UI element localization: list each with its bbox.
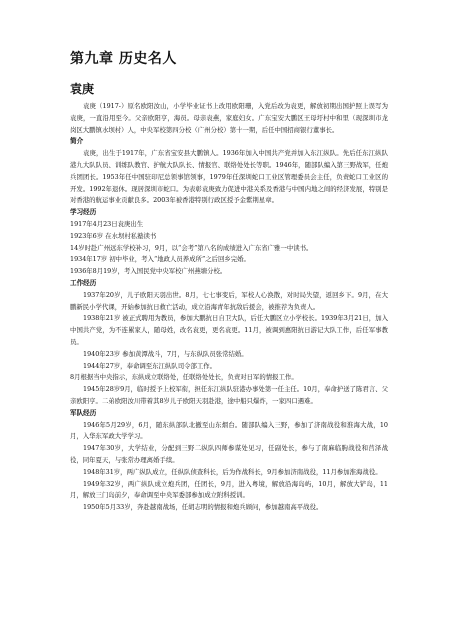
work-heading: 工作经历 bbox=[70, 278, 97, 287]
summary-paragraph: 袁庚，出生于1917年，广东省宝安县大鹏镇人。1936年加入中国共产党并加入东江纵队。先后任东江纵队港九大队队员、训练队教官、护航大队队长、情报官、联络处处长等职。1946年，随部队编入第三野战军，任炮兵团团长。1953年任中国驻印尼总领事馆领事，1979年任深圳蛇口工业区管理委员会主任，负责蛇口工业区的开发。1992年退休。现居深圳市蛇口。为表彰袁庚致力促进中港关系及香港与中国内地之间的经济发展，特别是对香港的航运事业贡献良多。2003年被香港特别行政区授予金紫荆星章。 bbox=[70, 149, 388, 205]
work-item: 1940年23岁 参加黄潭战斗，7月，与东纵队员张常结婚。 bbox=[83, 349, 248, 358]
document-body bbox=[70, 101, 388, 514]
summary-heading: 简介 bbox=[70, 137, 84, 146]
person-name-heading: 袁庚 bbox=[70, 82, 95, 96]
study-item: 1934年17岁 初中毕业，考入“地政人员养成所”之后回乡完婚。 bbox=[70, 255, 250, 264]
study-item: 1917年4月23日袁庚出生 bbox=[70, 219, 144, 228]
army-heading: 军队经历 bbox=[70, 408, 97, 417]
study-item: 1936年8月19岁，考入国民党中央军校广州燕塘分校。 bbox=[70, 267, 227, 276]
work-item: 1937年20岁，儿子欧阳天羽出世。8月，七七事变后，军校人心涣散，对时局失望，返回乡下。9月，在大鹏新民小学代课，开始参加抗日救亡活动，成立沿海青年抗敌后援会，被推荐为负责人。 bbox=[70, 290, 388, 311]
study-item: 14岁时赴广州远东学校补习，9月，以“会考”第八名的成绩进入广东省广雅一中读书。 bbox=[70, 243, 313, 252]
work-item: 1938年21岁 被正式聘用为教员，参加大鹏抗日自卫大队，后任大鹏区立小学校长。1939年3月21日，加入中国共产党，为不连累家人，随母姓，改名袁更，更名袁更。11月，被调到惠阳抗日游记大队工作，后任军事教员。 bbox=[70, 314, 388, 346]
army-item: 1950年5月33岁，奔赴越南战场，任胡志明的情报和炮兵顾问，参加越南高平战役。 bbox=[83, 503, 323, 512]
study-heading: 学习经历 bbox=[70, 208, 97, 217]
chapter-title: 第九章 历史名人 bbox=[70, 51, 177, 67]
army-item: 1946年5月29岁，6月，随东纵部队北撤至山东烟台。随部队编入三野，参加了济南战役和淮海大战，10月，入华东军政大学学习。 bbox=[70, 420, 388, 441]
work-item: 8月根据当中央指示，东纵成立联络处，任联络处处长，负责对日军的情报工作。 bbox=[70, 373, 298, 382]
work-item: 1944年27岁，奉命调至东江纵队司令部工作。 bbox=[83, 361, 217, 370]
study-item: 1923年6岁 在水坝村私塾读书 bbox=[70, 231, 157, 240]
army-item: 1947年30岁，大学结业，分配到三野二纵队四师参谋处见习，任副处长，参与了南麻临朐战役和莒泽战役，同年夏天，与张常办理离婚手续。 bbox=[70, 444, 388, 464]
intro-paragraph: 袁庚（1917-）原名欧阳汝山，小学毕业证书上改用欧阳珊，入党后改为袁更，解放初期出国护照上误写为袁庚，一直沿用至今。父亲欧阳亨，海员。母亲袁燕，家庭妇女。广东宝安大鹏区王母圩村中和里（现深圳市龙岗区大鹏镇水坝村）人，中央军校第四分校（广州分校）第十一期，后任中国招商银行董事长。 bbox=[70, 102, 388, 134]
work-item: 1945年28岁9月，临时授予上校军衔，担任东江纵队驻港办事处第一任主任。10月，奉命护送了陈君言、父亲欧阳亨。二弟欧阳汝川带着其8岁儿子欧阳天羽赴港，途中船只爆炸，一家四口遇难。 bbox=[70, 385, 388, 405]
army-item: 1948年31岁，两广纵队成立，任纵队侦查科长，后为作战科长，9月参加济南战役，11月参加淮海战役。 bbox=[83, 467, 382, 476]
army-item: 1949年32岁，两广纵队成立炮兵团，任团长，9月，进入粤境，解放沿海岛屿，10月，解放大铲岛，11月，解放三门岛前夕，奉命调至中央军委部参加成立附科授训。 bbox=[70, 479, 388, 500]
